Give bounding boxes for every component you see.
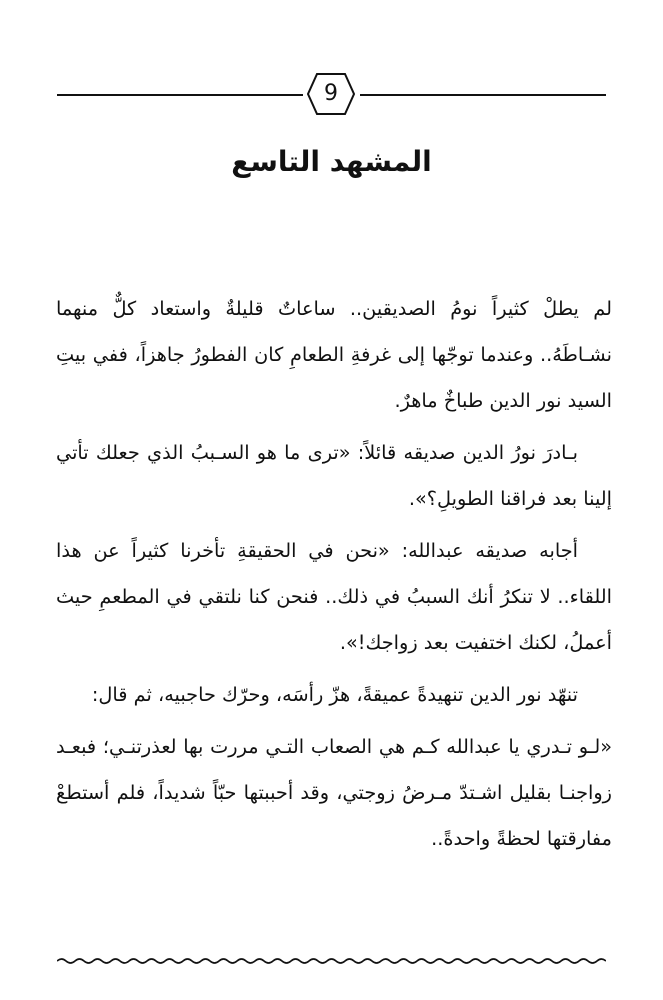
bottom-wavy-rule <box>57 956 606 966</box>
body-text <box>56 286 612 868</box>
header-rule-left <box>57 94 303 96</box>
chapter-title: المشهد التاسع <box>231 145 432 178</box>
page-header <box>57 69 606 121</box>
paragraph: تنهّد نور الدين تنهيدةً عميقةً، هزّ رأسَه، وحرّك حاجبيه، ثم قال: <box>91 683 578 706</box>
paragraph: بـادرَ نورُ الدين صديقه قائلاً: «ترى ما هو السـببُ الذي جعلك تأتي إلينا بعد فراقنا الطويلِ؟». <box>56 441 612 510</box>
page-number-badge <box>307 72 355 116</box>
page-number: 9 <box>324 81 338 106</box>
paragraph: لم يطلْ كثيراً نومُ الصديقين.. ساعاتٌ قليلةٌ واستعاد كلٌّ منهما نشـاطَهُ.. وعندما توجّها إلى غرفةِ الطعامِ كان الفطورُ جاهزاً، ففي بيتِ السيد نور الدين طباخٌ ماهرٌ. <box>56 297 612 412</box>
paragraph: أجابه صديقه عبدالله: «نحن في الحقيقةِ تأخرنا كثيراً عن هذا اللقاء.. لا تنكرُ أنك السببُ في ذلك.. فنحن كنا نلتقي في المطعمِ حيث أعملُ، لكنك اختفيت بعد زواجك!». <box>56 539 612 654</box>
paragraph: «لـو تـدري يا عبدالله كـم هي الصعاب التـي مررت بها لعذرتنـي؛ فبعـد زواجنـا بقليل اشـتدّ مـرضُ زوجتي، وقد أحببتها حبّاً شديداً، فلم أستطعْ مفارقتها لحظةً واحدةً.. <box>56 735 612 850</box>
header-rule-right <box>360 94 606 96</box>
